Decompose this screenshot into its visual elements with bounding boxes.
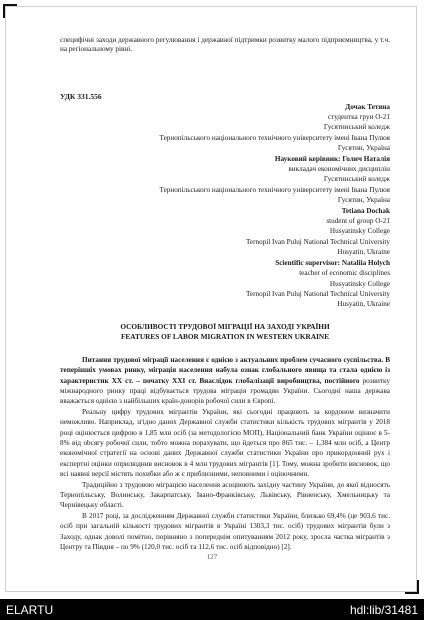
author-line: Scientific supervisor: Nataliia Holych bbox=[275, 258, 390, 267]
author-line: Гусятинський коледж bbox=[323, 175, 390, 184]
title-ukrainian: ОСОБЛИВОСТІ ТРУДОВОЇ МІГРАЦІЇ НА ЗАХОДІ УКРАЇНИ bbox=[120, 321, 330, 331]
author-line: Тернопільського національного технічного університету імені Івана Пулюя bbox=[159, 133, 390, 142]
udc-code: УДК 331.556 bbox=[60, 92, 102, 102]
author-line: student of group O-21 bbox=[326, 217, 390, 226]
paragraph-1-bold: Питання трудової міграції населення є однією з актуальних проблем сучасного суспільства. В теперішніх умовах ринку, міграція населення набула ознак глобального явища та стала однією із характеристик ХХ ст. – початку ХХІ ст. Внаслідок глобалізації виробництва, постійного bbox=[60, 355, 390, 385]
author-line: Husyatinsky College bbox=[329, 279, 390, 288]
author-line: Гусятин, Україна bbox=[337, 196, 390, 205]
author-line: Гусятин, Україна bbox=[337, 144, 390, 153]
author-line: Ternopil Ivan Puluj National Technical University bbox=[246, 237, 390, 246]
page-content bbox=[60, 36, 390, 552]
paragraph-4: В 2017 році, за дослідженням Державної служби статистики України, близько 69,4% (це 903,6 тис. осіб при загальній кількості трудових мігрантів в Україні 1303,3 тис. осіб) трудових мігрантів були з Заходу, однак доволі помітно, порівняно з попереднім опитуванням 2012 року, зросла частка мігрантів з Центру та Півдня – по 9% (120,0 тис. осіб та 112,6 тис. осіб відповідно) [2]. bbox=[60, 511, 390, 552]
author-line: Тернопільського національного технічного університету імені Івана Пулюя bbox=[159, 185, 390, 194]
paragraph-1-rest: розвитку міжнародного ринку праці відбувається трудова міграція громадян України. Сьогодні наша держава вважається однією з найбільших країн-донорів робочої сили в Європі. bbox=[60, 376, 390, 406]
page-number: 127 bbox=[206, 553, 218, 561]
author-line: викладач економічних дисциплін bbox=[288, 165, 390, 174]
author-line: Husyatin, Ukraine bbox=[337, 300, 390, 309]
paragraph-1 bbox=[60, 355, 390, 407]
intro-paragraph: специфічні заходи державного регулювання і державної підтримки розвитку малого підприємництва, у т.ч. на регіональному рівні. bbox=[60, 36, 390, 54]
author-line: Науковий керівник: Голич Наталія bbox=[274, 154, 390, 163]
handle-id: hdl:lib/31481 bbox=[349, 602, 418, 617]
author-line: Гусятинський коледж bbox=[323, 123, 390, 132]
author-line: студентка груи О-21 bbox=[327, 113, 390, 122]
author-line: Husyatin, Ukraine bbox=[337, 248, 390, 257]
repository-footer-bar bbox=[0, 599, 424, 620]
author-line: Husyatinsky College bbox=[329, 227, 390, 236]
author-line: Дочак Тетяна bbox=[345, 102, 390, 111]
author-line: Ternopil Ivan Puluj National Technical University bbox=[246, 289, 390, 298]
paragraph-2: Реальну цифру трудових мігрантів України, які сьогодні працюють за кордоном визначити неможливо. Наприклад, згідно даних Державної служби статистики кількість трудових мігрантів у 2018 році оцінюється цифрою в 1,85 млн осіб (за методологією МОП), Національний банк України оцінює в 5-8% від obсягу робочої сили, тобто можна порахувати, що йдеться про 865 тис. – 1,384 млн осіб, а Центр економічної стратегії на основі даних Державної служби статистики України про прикордонний рух і експертні оцінки оприлюднив висновок в 4 млн трудових мігрантів [1]. Тому, можна зробити висновок, що всі наявні версії містять похибки або ж є приблизними, неповними і оціночними. bbox=[60, 407, 390, 479]
author-block bbox=[60, 102, 390, 310]
title-english: FEATURES OF LABOR MIGRATION IN WESTERN UKRAINE bbox=[120, 332, 330, 342]
author-line: teacher of economic disciplines bbox=[299, 269, 390, 278]
repository-name: ELARTU bbox=[6, 602, 54, 617]
article-body bbox=[60, 355, 390, 553]
author-line: Tetiana Dochak bbox=[341, 206, 390, 215]
paragraph-3: Традиційно з трудовою міграцією населення асоціюють західну частину України, до якої відносять Тернопільську, Волинську, Закарпатську, Івано-Франківську, Львівську, Рівненську, Хмельницьку та Чернівецьку області. bbox=[60, 480, 390, 510]
article-title bbox=[60, 322, 390, 343]
